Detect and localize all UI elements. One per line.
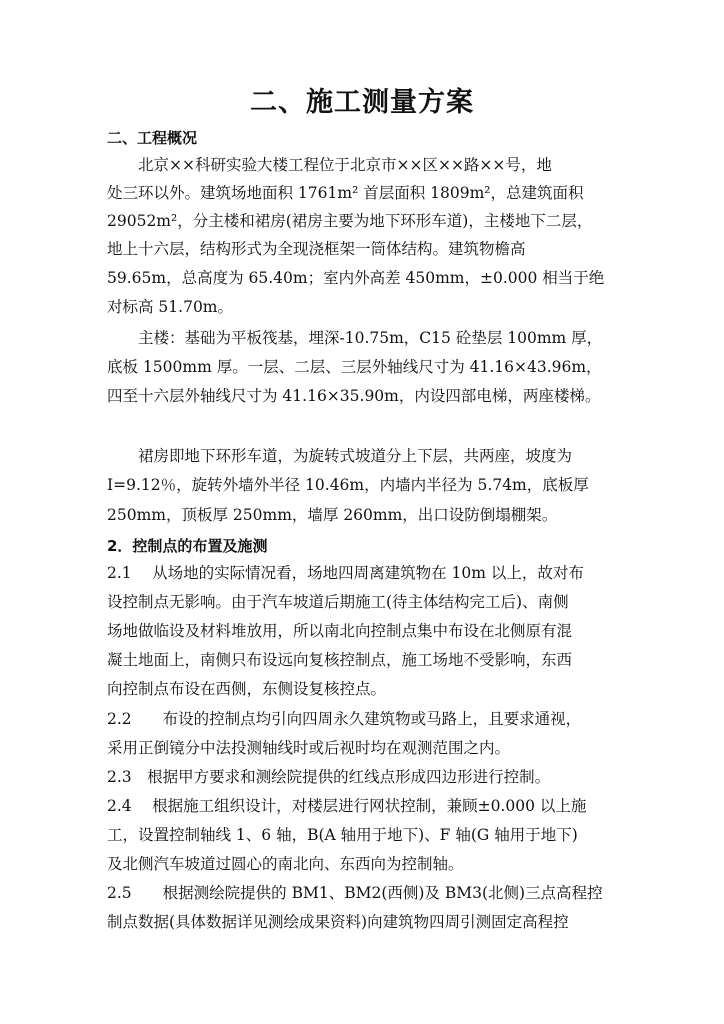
paragraph-line: 处三环以外。建筑场地面积 1761m² 首层面积 1809m²，总建筑面积 xyxy=(107,184,584,202)
list-item-line: 2.3 根据甲方要求和测绘院提供的红线点形成四边形进行控制。 xyxy=(107,768,551,786)
paragraph-line: 底板 1500mm 厚。一层、二层、三层外轴线尺寸为 41.16×43.96m， xyxy=(107,358,602,376)
list-item-line: 及北侧汽车坡道过圆心的南北向、东西向为控制轴。 xyxy=(107,855,464,873)
paragraph-line: 对标高 51.70m。 xyxy=(107,298,233,316)
list-item-line: 2.4 根据施工组织设计，对楼层进行网状控制，兼顾±0.000 以上施 xyxy=(107,797,587,815)
section-heading-control-points: 2．控制点的布置及施测 xyxy=(107,537,268,555)
section-heading-project-overview: 二、工程概况 xyxy=(107,129,198,147)
paragraph-line: 59.65m，总高度为 65.40m；室内外高差 450mm，±0.000 相当于绝 xyxy=(107,269,605,287)
paragraph-line: 地上十六层，结构形式为全现浇框架一筒体结构。建筑物檐高 xyxy=(107,240,526,258)
paragraph-line: 主楼：基础为平板筏基，埋深-10.75m，C15 砼垫层 100mm 厚， xyxy=(138,329,603,347)
list-item-line: 凝土地面上，南侧只布设远向复核控制点，施工场地不受影响，东西 xyxy=(107,651,573,669)
paragraph-line: 北京××科研实验大楼工程位于北京市××区××路××号，地 xyxy=(138,156,552,174)
paragraph-line: 29052m²，分主楼和裙房(裙房主要为地下环形车道)，主楼地下二层， xyxy=(107,212,593,230)
list-item-line: 2.2 布设的控制点均引向四周永久建筑物或马路上，且要求通视， xyxy=(107,710,582,728)
list-item-line: 场地做临设及材料堆放用，所以南北向控制点集中布设在北侧原有混 xyxy=(107,622,573,640)
paragraph-line: 四至十六层外轴线尺寸为 41.16×35.90m，内设四部电梯，两座楼梯。 xyxy=(107,387,601,405)
page-title: 二、施工测量方案 xyxy=(250,87,474,118)
list-item-line: 2.5 根据测绘院提供的 BM1、BM2(西侧)及 BM3(北侧)三点高程控 xyxy=(107,884,603,902)
paragraph-line: I=9.12％，旋转外墙外半径 10.46m，内墙内半径为 5.74m，底板厚 xyxy=(107,476,589,494)
list-item-line: 采用正倒镜分中法投测轴线时或后视时均在观测范围之内。 xyxy=(107,739,511,757)
paragraph-line: 裙房即地下环形车道，为旋转式坡道分上下层，共两座，坡度为 xyxy=(138,447,573,465)
list-item-line: 制点数据(具体数据详见测绘成果资料)向建筑物四周引测固定高程控 xyxy=(107,913,569,931)
paragraph-line: 250mm，顶板厚 250mm，墙厚 260mm，出口设防倒塌棚架。 xyxy=(107,506,558,524)
list-item-line: 工，设置控制轴线 1、6 轴，B(A 轴用于地下)、F 轴(G 轴用于地下) xyxy=(107,826,578,844)
list-item-line: 向控制点布设在西侧，东侧设复核控点。 xyxy=(107,680,387,698)
list-item-line: 设控制点无影响。由于汽车坡道后期施工(待主体结构完工后)、南侧 xyxy=(107,593,569,611)
list-item-line: 2.1 从场地的实际情况看，场地四周离建筑物在 10m 以上，故对布 xyxy=(107,564,584,582)
